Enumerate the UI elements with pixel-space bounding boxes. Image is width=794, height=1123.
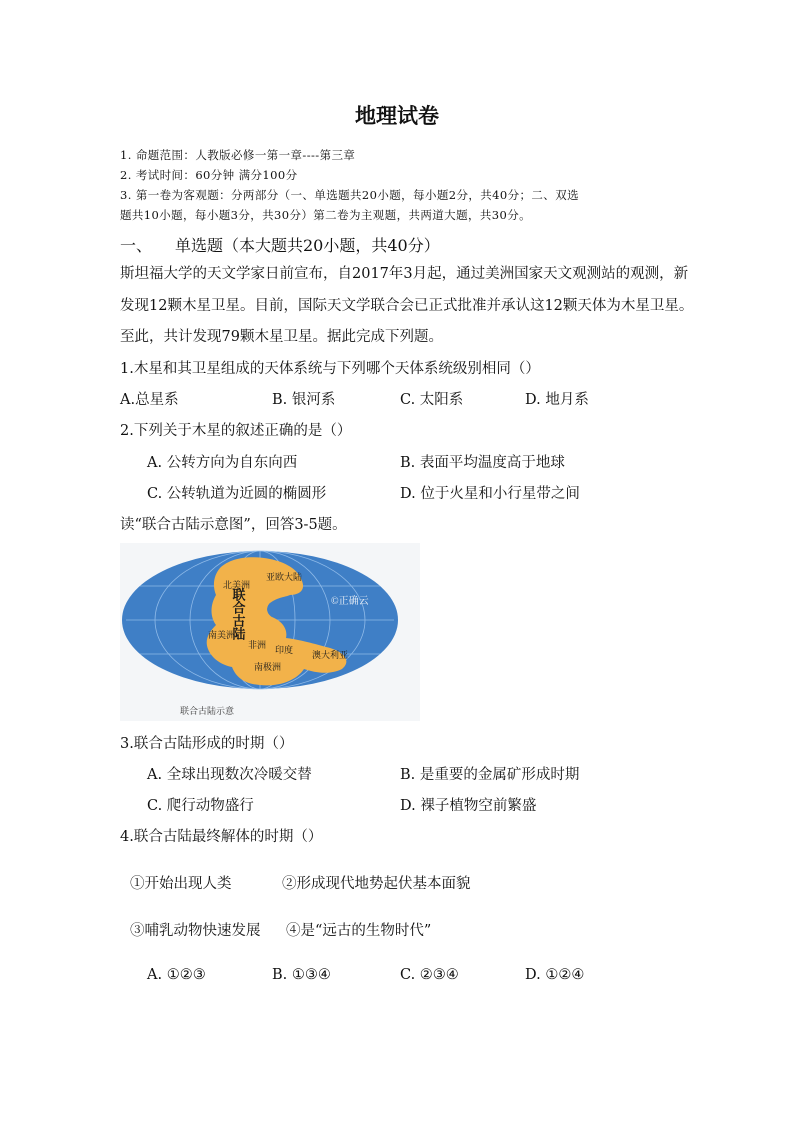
question-4-option-d: D. ①②④ [525, 967, 585, 983]
map-label-eurasia: 亚欧大陆 [266, 572, 303, 582]
question-1-option-c: C. 太阳系 [400, 392, 464, 408]
question-3-option-b: B. 是重要的金属矿形成时期 [400, 767, 580, 783]
map-caption: 联合古陆示意 [180, 706, 235, 716]
map-label-africa: 非洲 [248, 640, 267, 650]
question-2-option-b: B. 表面平均温度高于地球 [400, 455, 565, 471]
question-2-stem: 2.下列关于木星的叙述正确的是（） [120, 423, 352, 439]
question-3-option-a: A. 全球出现数次冷暖交替 [147, 767, 312, 783]
question-1-stem: 1.木星和其卫星组成的天体系统与下列哪个天体系统级别相同（） [120, 361, 540, 377]
question-4-option-c: C. ②③④ [400, 967, 459, 983]
map-label-pangaea: 联合古陆 [230, 588, 246, 640]
passage-line-1: 斯坦福大学的天文学家日前宣布，自2017年3月起，通过美洲国家天文观测站的观测，新 [120, 266, 689, 282]
question-4-item-2: ②形成现代地势起伏基本面貌 [282, 876, 471, 892]
question-1-option-a: A.总星系 [120, 392, 179, 408]
question-3-stem: 3.联合古陆形成的时期（） [120, 736, 294, 752]
question-2-option-c: C. 公转轨道为近圆的椭圆形 [147, 486, 327, 502]
exam-note-1: 1. 命题范围：人教版必修一第一章----第三章 [120, 148, 356, 162]
map-read-prompt: 读“联合古陆示意图”，回答3-5题。 [120, 517, 347, 533]
map-label-antarctica: 南极洲 [254, 662, 282, 672]
passage-line-2: 发现12颗木星卫星。目前，国际天文学联合会已正式批准并承认这12颗天体为木星卫星。 [120, 298, 694, 314]
question-4-item-1: ①开始出现人类 [130, 876, 232, 892]
exam-note-3-cont: 题共10小题，每小题3分，共30分）第二卷为主观题，共两道大题，共30分。 [120, 208, 532, 222]
map-watermark: ©正确云 [331, 596, 369, 607]
question-4-item-4: ④是“远古的生物时代” [286, 923, 432, 939]
section-title: 单选题（本大题共20小题，共40分） [175, 236, 440, 255]
exam-note-3: 3. 第一卷为客观题：分两部分（一、单选题共20小题，每小题2分，共40分；二、双选 [120, 188, 580, 202]
pangaea-map [120, 543, 420, 721]
question-1-option-b: B. 银河系 [272, 392, 336, 408]
page-title: 地理试卷 [355, 103, 439, 128]
passage-line-3: 至此，共计发现79颗木星卫星。据此完成下列题。 [120, 329, 443, 345]
question-4-stem: 4.联合古陆最终解体的时期（） [120, 829, 323, 845]
question-2-option-a: A. 公转方向为自东向西 [147, 455, 298, 471]
question-2-option-d: D. 位于火星和小行星带之间 [400, 486, 580, 502]
pangaea-map-graphic [120, 543, 420, 721]
map-label-south-america: 南美洲 [208, 630, 236, 640]
map-label-australia: 澳大利亚 [312, 650, 349, 660]
question-4-option-b: B. ①③④ [272, 967, 331, 983]
section-number: 一、 [120, 236, 153, 255]
map-label-india: 印度 [275, 645, 294, 655]
question-3-option-d: D. 裸子植物空前繁盛 [400, 798, 537, 814]
question-1-option-d: D. 地月系 [525, 392, 589, 408]
question-3-option-c: C. 爬行动物盛行 [147, 798, 254, 814]
map-label-north-america: 北美洲 [223, 580, 251, 590]
question-4-option-a: A. ①②③ [147, 967, 206, 983]
exam-note-2: 2. 考试时间：60分钟 满分100分 [120, 168, 298, 182]
question-4-item-3: ③哺乳动物快速发展 [130, 923, 261, 939]
